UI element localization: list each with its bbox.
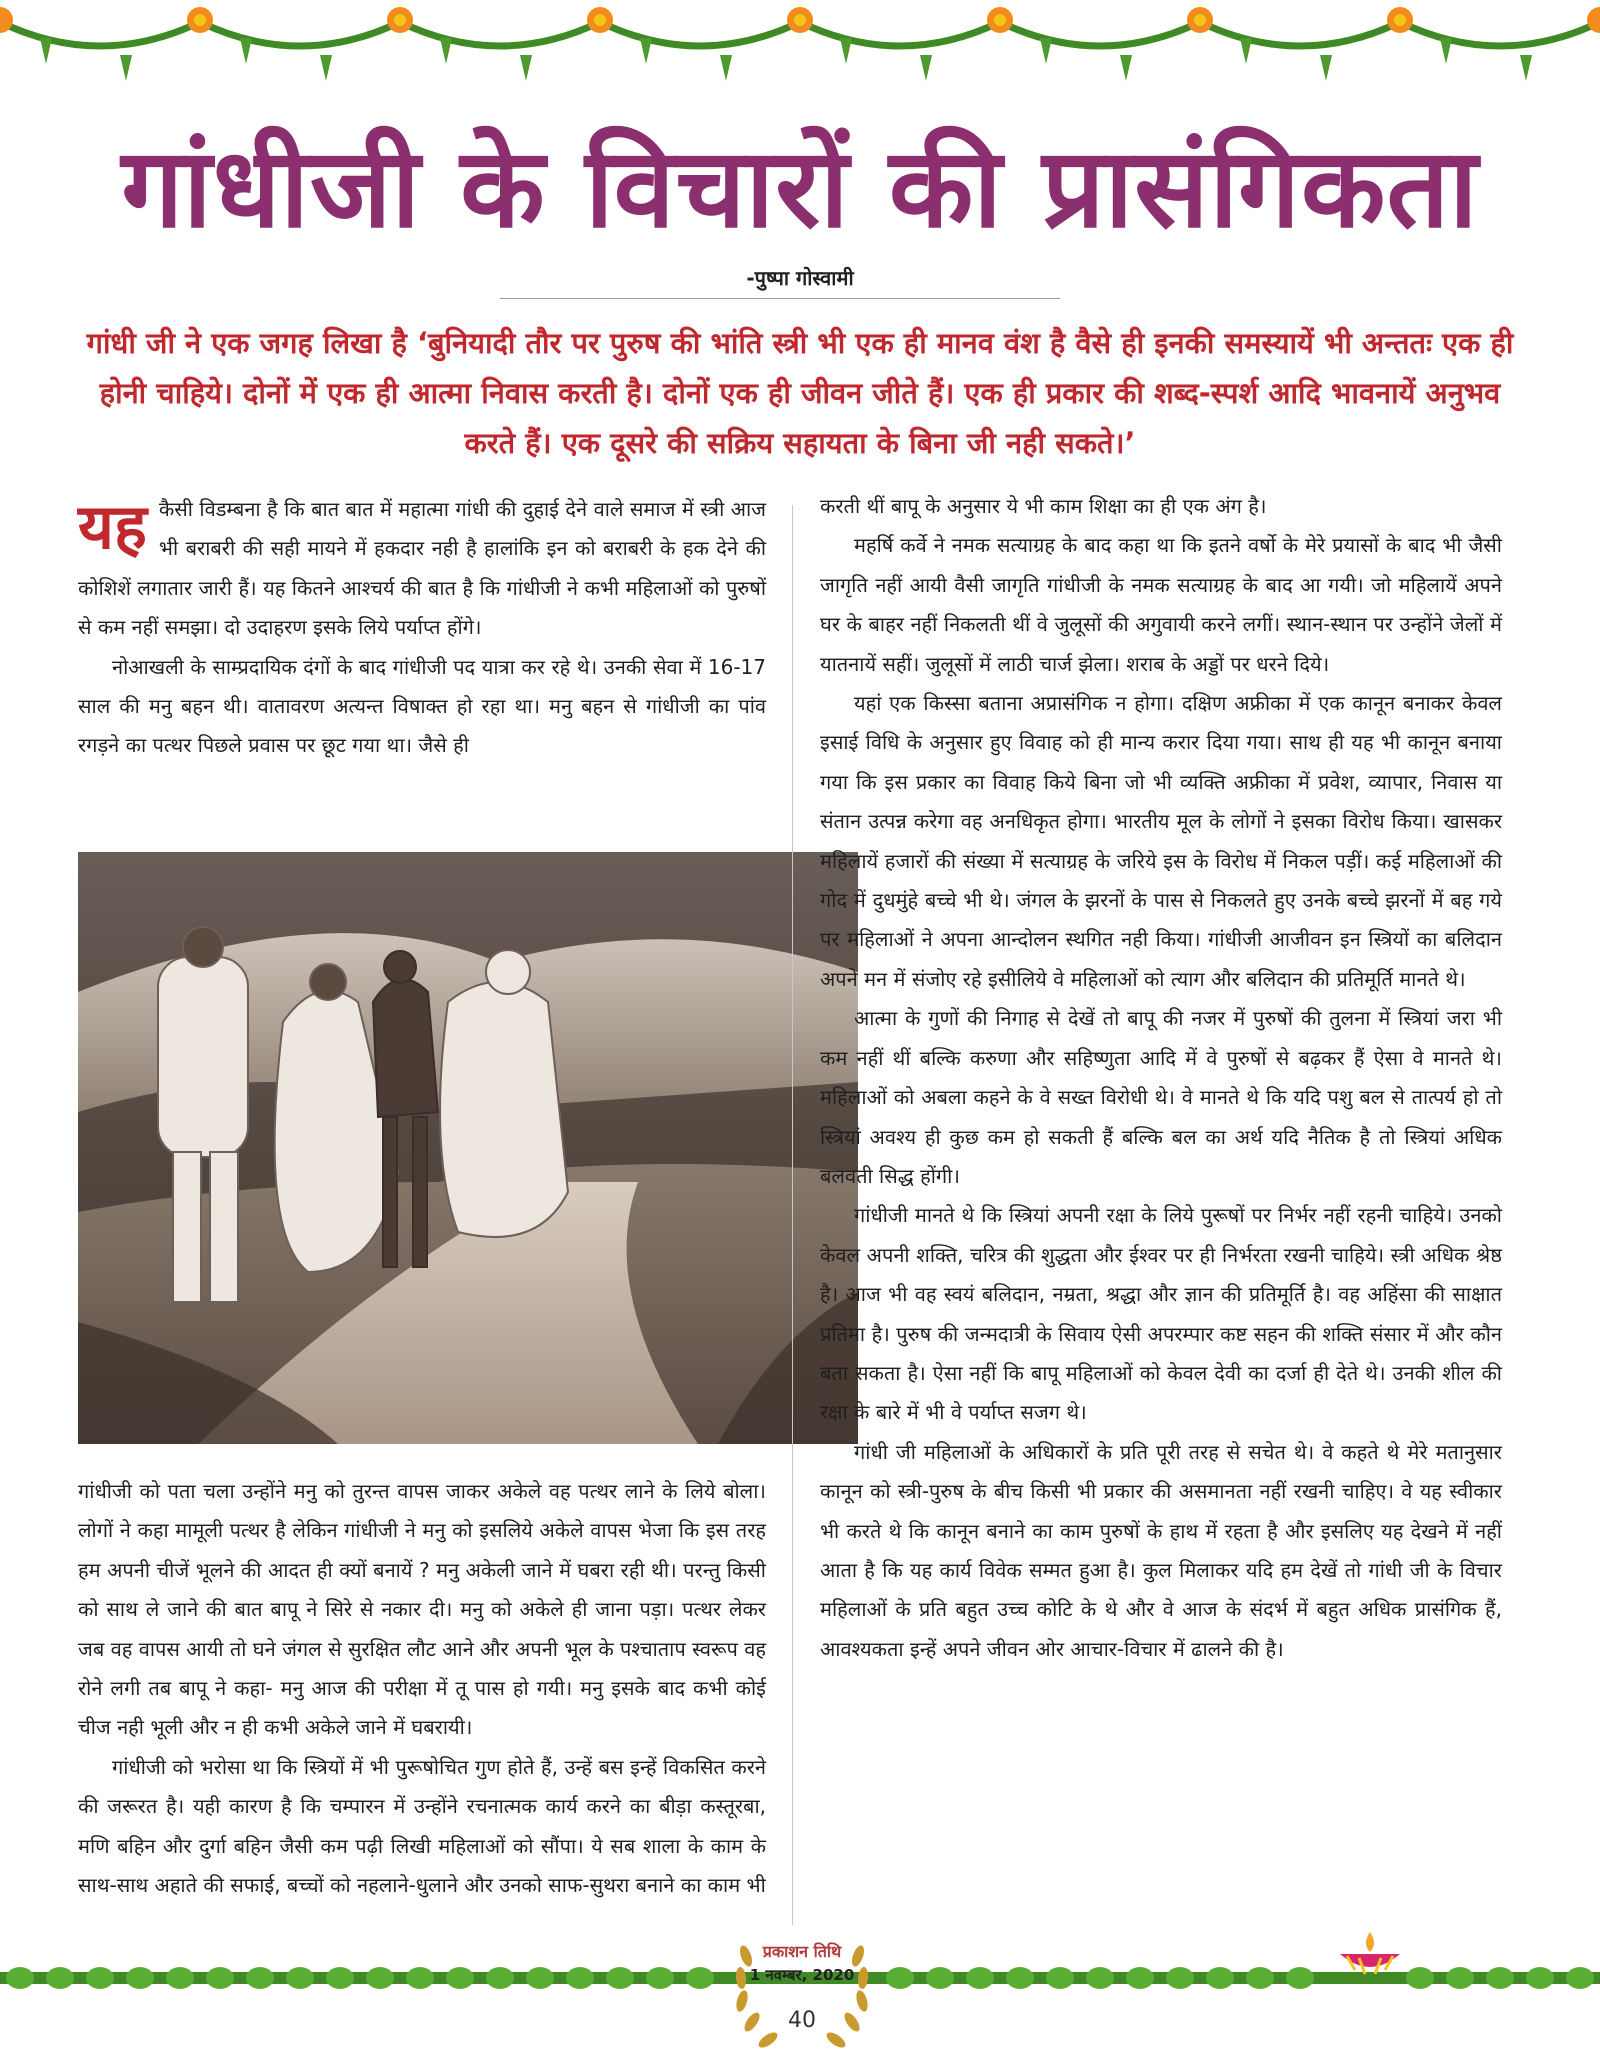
drop-cap: यह [78, 490, 147, 563]
left-column-top [78, 490, 766, 766]
paragraph: कैसी विडम्बना है कि बात बात में महात्मा गांधी की दुहाई देने वाले समाज में स्त्री आज भी बराबरी की सही मायने में हकदार नही है हालांकि इन को बराबरी के हक देने की कोशिशें लगातार जारी हैं। यह कितने आश्चर्य की बात है कि गांधीजी ने कभी महिलाओं को पुरुषों से कम नहीं समझा। दो उदाहरण इसके लिये पर्याप्त होंगे। [78, 497, 766, 640]
column-divider [792, 505, 793, 1925]
author-byline: -पुष्पा गोस्वामी [746, 266, 854, 290]
paragraph: महर्षि कर्वे ने नमक सत्याग्रह के बाद कहा था कि इतने वर्षो के मेरे प्रयासों के बाद भी जैसी जागृति नहीं आयी वैसी जागृति गांधीजी के नमक सत्याग्रह के बाद आ गयी। जो महिलायें अपने घर के बाहर नहीं निकलती थीं वे जुलूसों की अगुवायी करने लगीं। स्थान-स्थान पर उन्होंने जेलों में यातनायें सहीं। जुलूसों में लाठी चार्ज झेला। शराब के अड्डों पर धरने दिये। [820, 533, 1502, 676]
publication-stamp [728, 1916, 876, 2066]
laurel-wreath-icon [728, 1916, 876, 2066]
paragraph: गांधीजी को पता चला उन्होंने मनु को तुरन्त वापस जाकर अकेले वह पत्थर लाने के लिये बोला। लोगों ने कहा मामूली पत्थर है लेकिन गांधीजी ने मनु को इसलिये अकेले वापस भेजा कि इस तरह हम अपनी चीजें भूलने की आदत ही क्यों बनायें ? मनु अकेली जाने में घबरा रही थी। परन्तु किसी को साथ ले जाने की बात बापू ने सिरे से नकार दी। मनु को अकेले ही जाना पड़ा। पत्थर लेकर जब वह वापस आयी तो घने जंगल से सुरक्षित लौट आने और अपनी भूल के पश्चाताप स्वरूप वह रोने लगी तब बापू ने कहा- मनु आज की परीक्षा में तू पास हो गयी। मनु इसके बाद कभी कोई चीज नही भूली और न ही कभी अकेले जाने में घबरायी। [78, 1479, 766, 1740]
paragraph: गांधी जी महिलाओं के अधिकारों के प्रति पूरी तरह से सचेत थे। वे कहते थे मेरे मतानुसार कानून को स्त्री-पुरुष के बीच किसी भी प्रकार की असमानता नहीं रखनी चाहिए। वे यह स्वीकार भी करते थे कि कानून बनाने का काम पुरुषों के हाथ में रहता है और इसलिए यह देखने में नहीं आता है कि यह कार्य विवेक सम्मत हुआ है। कुल मिलाकर यदि हम देखें तो गांधी जी के विचार महिलाओं के प्रति बहुत उच्च कोटि के थे और वे आज के संदर्भ में बहुत अधिक प्रासंगिक हैं, आवश्यकता इन्हें अपने जीवन ओर आचार-विचार में ढालने की है। [820, 1439, 1502, 1661]
photo-gandhi-walking [78, 852, 858, 1444]
byline-divider [500, 298, 1060, 299]
publication-date: 1 नवम्बर, 2020 [749, 1966, 855, 1984]
paragraph: गांधीजी को भरोसा था कि स्त्रियों में भी पुरूषोचित गुण होते हैं, उन्हें बस इन्हें विकसित करने की जरूरत है। यही कारण है कि चम्पारन में उन्होंने रचनात्मक कार्य करने का बीड़ा कस्तूरबा, मणि बहिन और दुर्गा बहिन जैसी कम पढ़ी लिखी महिलाओं को सौंपा। ये सब शाला के काम के साथ-साथ अहाते की सफाई, बच्चों को नहलाने-धुलाने और उनको साफ-सुथरा बनाने का काम भी [78, 1754, 766, 1898]
pull-quote: गांधी जी ने एक जगह लिखा है ‘बुनियादी तौर पर पुरुष की भांति स्त्री भी एक ही मानव वंश है वैसे ही इनकी समस्यायें भी अन्ततः एक ही होनी चाहिये। दोनों में एक ही आत्मा निवास करती है। दोनों एक ही जीवन जीते हैं। एक ही प्रकार की शब्द-स्पर्श आदि भावनायें अनुभव करते हैं। एक दूसरे की सक्रिय सहायता के बिना जी नही सकते।’ [86, 326, 1514, 460]
diya-icon [1335, 1930, 1405, 1976]
right-column [820, 487, 1502, 1669]
paragraph: यहां एक किस्सा बताना अप्रासंगिक न होगा। दक्षिण अफ्रीका में एक कानून बनाकर केवल इसाई विधि के अनुसार हुए विवाह को ही मान्य करार दिया गया। साथ ही यह भी कानून बनाया गया कि इस प्रकार का विवाह किये बिना जो भी व्यक्ति अफ्रीका में प्रवेश, व्यापार, निवास या संतान उत्पन्न करेगा वह अनधिकृत होगा। भारतीय मूल के लोगों ने इसका विरोध किया। खासकर महिलायें हजारों की संख्या में सत्याग्रह के जरिये इस के विरोध में निकल पड़ीं। कई महिलाओं की गोद में दुधमुंहे बच्चे भी थे। जंगल के झरनों के पास से निकलते हुए उनके बच्चे झरनों में बह गये पर महिलाओं ने अपना आन्दोलन स्थगित नही किया। गांधीजी आजीवन इन स्त्रियों का बलिदान अपने मन में संजोए रहे इसीलिये वे महिलाओं को त्याग और बलिदान की प्रतिमूर्ति मानते थे। [820, 691, 1502, 991]
publication-date-label: प्रकाशन तिथि [762, 1942, 842, 1961]
paragraph: करती थीं बापू के अनुसार ये भी काम शिक्षा का ही एक अंग है। [820, 494, 1267, 518]
paragraph: आत्मा के गुणों की निगाह से देखें तो बापू की नजर में पुरुषों की तुलना में स्त्रियां जरा भी कम नहीं थीं बल्कि करुणा और सहिष्णुता आदि में वे पुरुषों से बढ़कर हैं ऐसा वे मानते थे। महिलाओं को अबला कहने के वे सख्त विरोधी थे। वे मानते थे कि यदि पशु बल से तात्पर्य हो तो स्त्रियां अवश्य ही कुछ कम हो सकती हैं बल्कि बल का अर्थ यदि नैतिक है तो स्त्रियां अधिक बलवती सिद्ध होंगी। [820, 1006, 1502, 1188]
page-number: 40 [788, 2008, 816, 2033]
article-title: गांधीजी के विचारों की प्रासंगिकता [121, 124, 1479, 252]
left-column-bottom [78, 1472, 766, 1905]
paragraph: गांधीजी मानते थे कि स्त्रियां अपनी रक्षा के लिये पुरूषों पर निर्भर नहीं रहनी चाहिये। उनको केवल अपनी शक्ति, चरित्र की शुद्धता और ईश्वर पर ही निर्भरता रखनी चाहिये। स्त्री अधिक श्रेष्ठ है। आज भी वह स्वयं बलिदान, नम्रता, श्रद्धा और ज्ञान की प्रतिमूर्ति है। वह अहिंसा की साक्षात प्रतिमा है। पुरुष की जन्मदात्री के सिवाय ऐसी अपरम्पार कष्ट सहन की शक्ति संसार में और कौन बता सकता है। ऐसा नहीं कि बापू महिलाओं को केवल देवी का दर्जा ही देते थे। उनकी शील की रक्षा के बारे में भी वे पर्याप्त सजग थे। [820, 1203, 1502, 1425]
flower-garland-top [0, 0, 1600, 90]
paragraph: नोआखली के साम्प्रदायिक दंगों के बाद गांधीजी पद यात्रा कर रहे थे। उनकी सेवा में 16-17 साल की मनु बहन थी। वातावरण अत्यन्त विषाक्त हो रहा था। मनु बहन से गांधीजी का पांव रगड़ने का पत्थर पिछले प्रवास पर छूट गया था। जैसे ही [78, 654, 766, 758]
